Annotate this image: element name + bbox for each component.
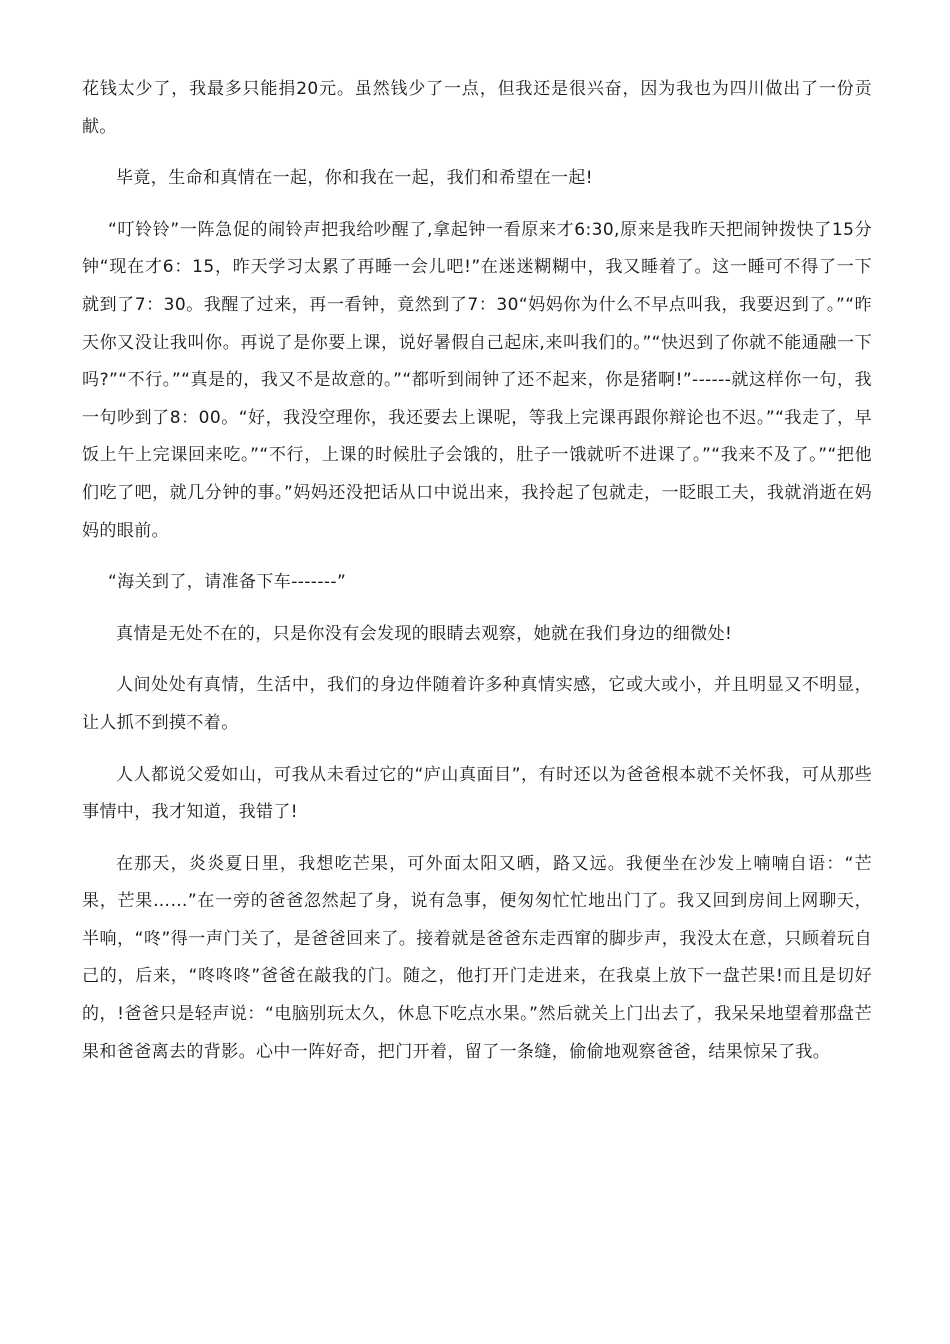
paragraph-donation: 花钱太少了，我最多只能捐20元。虽然钱少了一点，但我还是很兴奋，因为我也为四川做出了一份贡献。 bbox=[82, 79, 872, 137]
paragraph-alarm-clock: “叮铃铃”一阵急促的闹铃声把我给吵醒了,拿起钟一看原来才6:30,原来是我昨天把闹钟拨快了15分钟“现在才6：15，昨天学习太累了再睡一会儿吧!”在迷迷糊糊中，我又睡着了。这一睡可不得了一下就到了7：30。我醒了过来，再一看钟，竟然到了7：30“妈妈你为什么不早点叫我，我要迟到了。”“昨天你又没让我叫你。再说了是你要上课，说好暑假自己起床,来叫我们的。”“快迟到了你就不能通融一下吗?”“不行。”“真是的，我又不是故意的。”“都听到闹钟了还不起来，你是猪啊!”------就这样你一句，我一句吵到了8：00。“好，我没空理你，我还要去上课呢，等我上完课再跟你辩论也不迟。”“我走了，早饭上午上完课回来吃。”“不行，上课的时候肚子会饿的，肚子一饿就听不进课了。”“我来不及了。”“把他们吃了吧，就几分钟的事。”妈妈还没把话从口中说出来，我拎起了包就走，一眨眼工夫，我就消逝在妈妈的眼前。 bbox=[82, 219, 872, 541]
paragraph-mango: 在那天，炎炎夏日里，我想吃芒果，可外面太阳又晒，路又远。我便坐在沙发上喃喃自语：“芒果，芒果……”在一旁的爸爸忽然起了身，说有急事，便匆匆忙忙地出门了。我又回到房间上网聊天，半响，“咚”得一声门关了，是爸爸回来了。接着就是爸爸东走西窜的脚步声，我没太在意，只顾着玩自己的，后来，“咚咚咚”爸爸在敲我的门。随之，他打开门走进来，在我桌上放下一盘芒果!而且是切好的，!爸爸只是轻声说：“电脑别玩太久，休息下吃点水果。”然后就关上门出去了，我呆呆地望着那盘芒果和爸爸离去的背影。心中一阵好奇，把门开着，留了一条缝，偷偷地观察爸爸，结果惊呆了我。 bbox=[82, 853, 872, 1062]
paragraph-true-feelings: 真情是无处不在的，只是你没有会发现的眼睛去观察，她就在我们身边的细微处! bbox=[116, 623, 733, 644]
document-body bbox=[82, 71, 872, 1085]
paragraph-everywhere: 人间处处有真情，生活中，我们的身边伴随着许多种真情实感，它或大或小，并且明显又不明显，让人抓不到摸不着。 bbox=[82, 675, 872, 733]
paragraph-hope: 毕竟，生命和真情在一起，你和我在一起，我们和希望在一起! bbox=[116, 168, 594, 189]
paragraph-customs: “海关到了，请准备下车-------” bbox=[108, 572, 347, 593]
paragraph-fathers-love: 人人都说父爱如山，可我从未看过它的“庐山真面目”，有时还以为爸爸根本就不关怀我，可从那些事情中，我才知道，我错了! bbox=[82, 764, 872, 823]
